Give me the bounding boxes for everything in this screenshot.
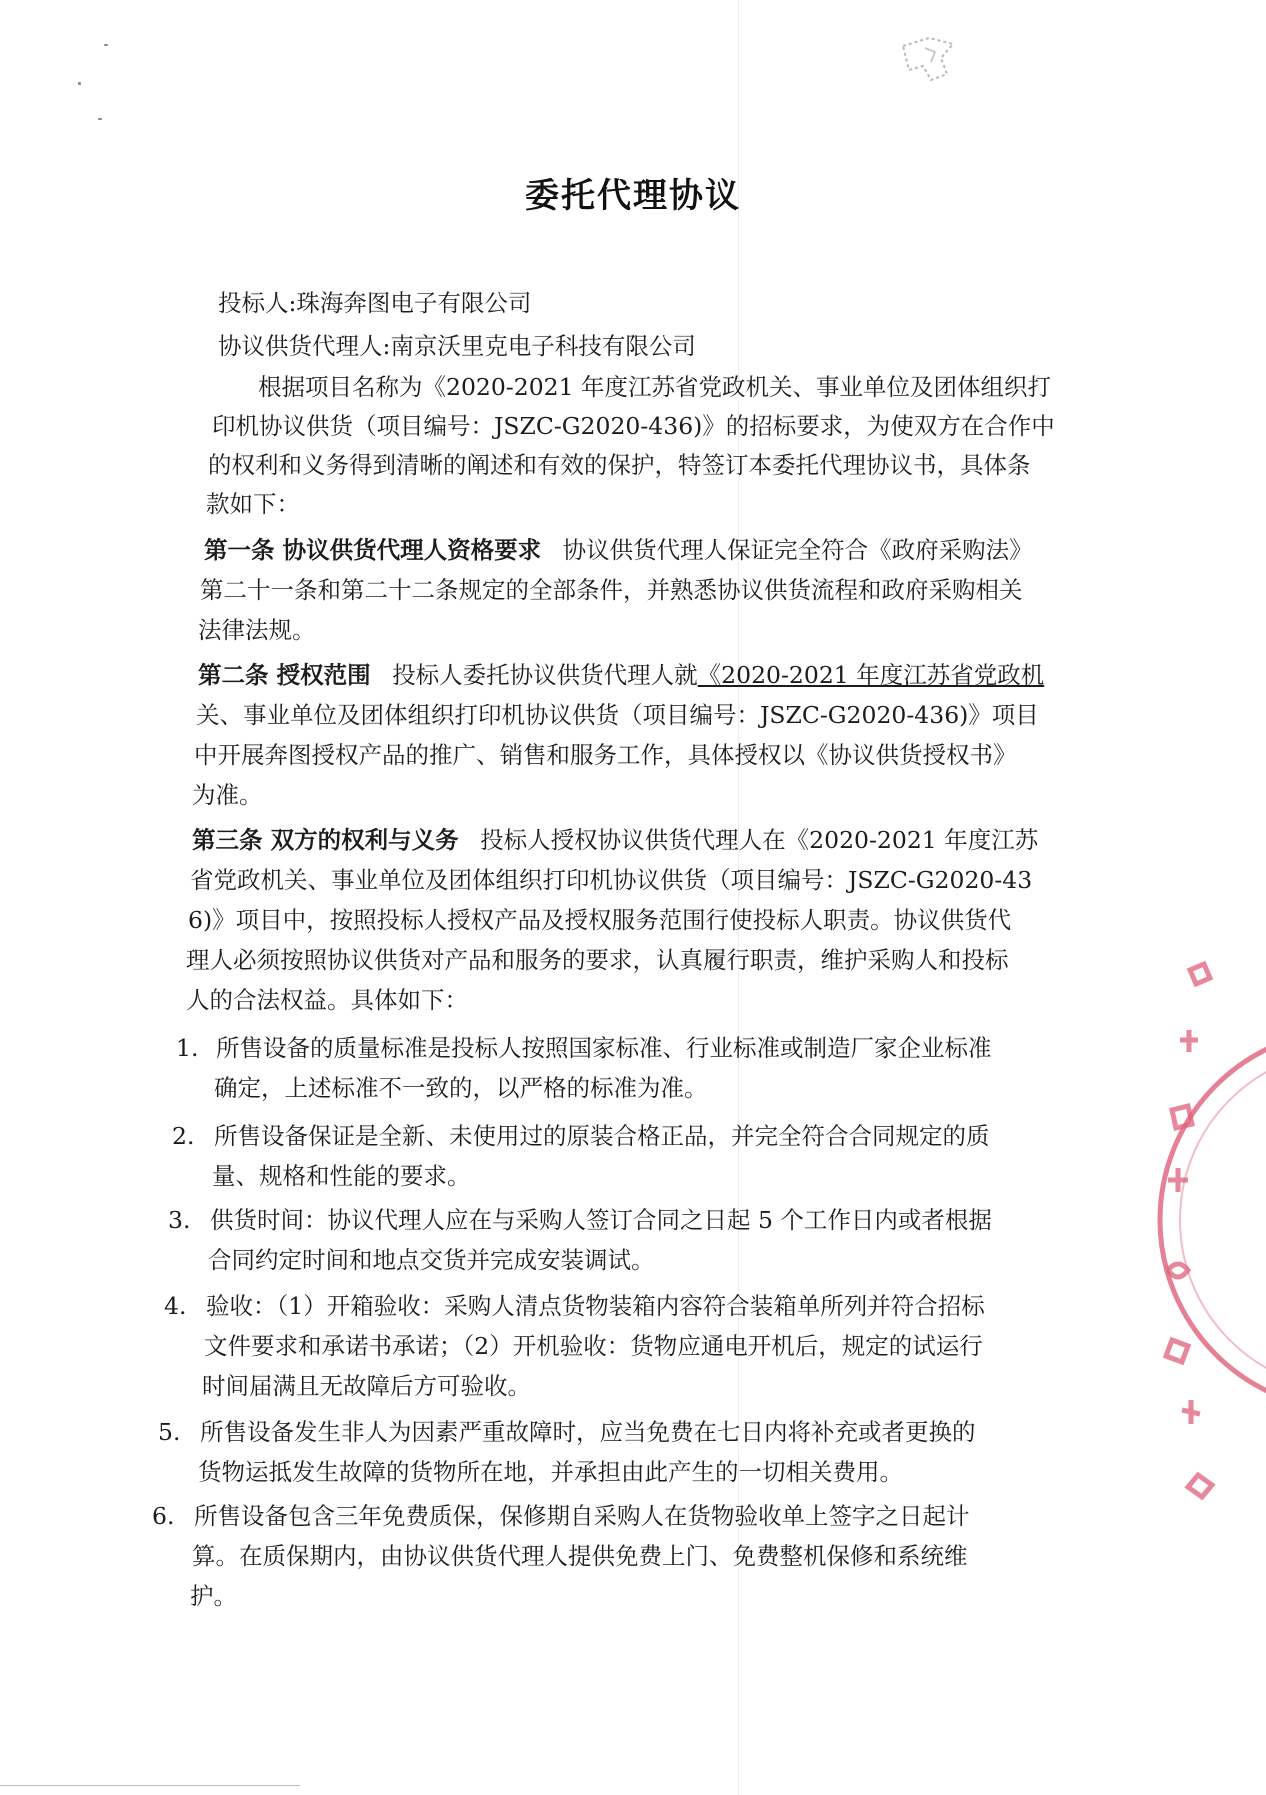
item-line: 所售设备发生非人为因素严重故障时，应当免费在七日内将补充或者更换的 [200, 1418, 976, 1446]
article-1-line: 法律法规。 [198, 616, 316, 644]
article-1 [204, 532, 1033, 568]
scan-speck [78, 82, 81, 85]
item-line: 货物运抵发生故障的货物所在地，并承担由此产生的一切相关费用。 [198, 1458, 903, 1486]
scan-speck [104, 44, 108, 46]
scan-bottom-edge [0, 1785, 300, 1786]
item-number: 3. [168, 1206, 191, 1234]
article-1-heading: 第一条 协议供货代理人资格要求 [204, 536, 542, 564]
intro-line: 印机协议供货（项目编号：JSZC-G2020-436)》的招标要求，为使双方在合作中 [212, 412, 1055, 440]
article-3-line: 人的合法权益。具体如下： [186, 986, 468, 1014]
article-3-line: 6)》项目中，按照投标人授权产品及授权服务范围行使投标人职责。协议供货代 [188, 906, 1012, 934]
item-line: 确定，上述标准不一致的，以严格的标准为准。 [214, 1074, 708, 1102]
intro-line: 的权利和义务得到清晰的阐述和有效的保护，特签订本委托代理协议书，具体条 [208, 451, 1031, 479]
item-line: 文件要求和承诺书承诺；（2）开机验收：货物应通电开机后，规定的试运行 [204, 1332, 983, 1360]
company-seal-icon [1150, 920, 1266, 1640]
article-1-text: 协议供货代理人保证完全符合《政府采购法》 [562, 536, 1033, 564]
page-title: 委托代理协议 [525, 176, 741, 216]
item-line: 所售设备保证是全新、未使用过的原装合格正品，并完全符合合同规定的质 [214, 1122, 990, 1150]
article-2-heading: 第二条 授权范围 [198, 661, 371, 689]
article-1-line: 第二十一条和第二十二条规定的全部条件，并熟悉协议供货流程和政府采购相关 [200, 576, 1023, 604]
item-line: 验收：（1）开箱验收：采购人清点货物装箱内容符合装箱单所列并符合招标 [206, 1292, 985, 1320]
item-line: 量、规格和性能的要求。 [212, 1162, 471, 1190]
article-2-line: 中开展奔图授权产品的推广、销售和服务工作，具体授权以《协议供货授权书》 [194, 741, 1017, 769]
scan-speck [98, 118, 102, 120]
item-number: 2. [172, 1122, 195, 1150]
item-line: 所售设备的质量标准是投标人按照国家标准、行业标准或制造厂家企业标准 [216, 1034, 992, 1062]
article-3-line: 省党政机关、事业单位及团体组织打印机协议供货（项目编号：JSZC-G2020-43 [190, 866, 1033, 894]
item-line: 护。 [190, 1582, 237, 1610]
intro-line: 款如下： [206, 490, 300, 518]
item-line: 合同约定时间和地点交货并完成安装调试。 [208, 1246, 655, 1274]
faint-mark-icon [895, 28, 965, 88]
item-number: 5. [158, 1418, 181, 1446]
article-3-line: 理人必须按照协议供货对产品和服务的要求，认真履行职责，维护采购人和投标 [186, 946, 1009, 974]
article-2 [198, 657, 1044, 693]
item-line: 所售设备包含三年免费质保，保修期自采购人在货物验收单上签字之日起计 [194, 1502, 970, 1530]
item-number: 1. [176, 1034, 199, 1062]
item-line: 算。在质保期内，由协议供货代理人提供免费上门、免费整机保修和系统维 [192, 1542, 968, 1570]
project-name-underlined: 《2020-2021 年度江苏省党政机 [697, 661, 1045, 689]
article-2-line: 为准。 [192, 781, 263, 809]
item-line: 供货时间：协议代理人应在与采购人签订合同之日起 5 个工作日内或者根据 [210, 1206, 992, 1234]
agent-line: 协议供货代理人:南京沃里克电子科技有限公司 [218, 332, 696, 360]
article-3-text: 投标人授权协议供货代理人在《2020-2021 年度江苏 [480, 826, 1039, 854]
article-2-line: 关、事业单位及团体组织打印机协议供货（项目编号：JSZC-G2020-436)》项目 [196, 701, 1039, 729]
item-number: 4. [164, 1292, 187, 1320]
item-number: 6. [152, 1502, 175, 1530]
article-2-text: 投标人委托协议供货代理人就 [392, 661, 698, 689]
intro-line: 根据项目名称为《2020-2021 年度江苏省党政机关、事业单位及团体组织打 [258, 373, 1052, 401]
item-line: 时间届满且无故障后方可验收。 [202, 1372, 531, 1400]
article-3-heading: 第三条 双方的权利与义务 [192, 826, 459, 854]
article-3 [192, 822, 1038, 858]
bidder-line: 投标人:珠海奔图电子有限公司 [218, 289, 532, 317]
